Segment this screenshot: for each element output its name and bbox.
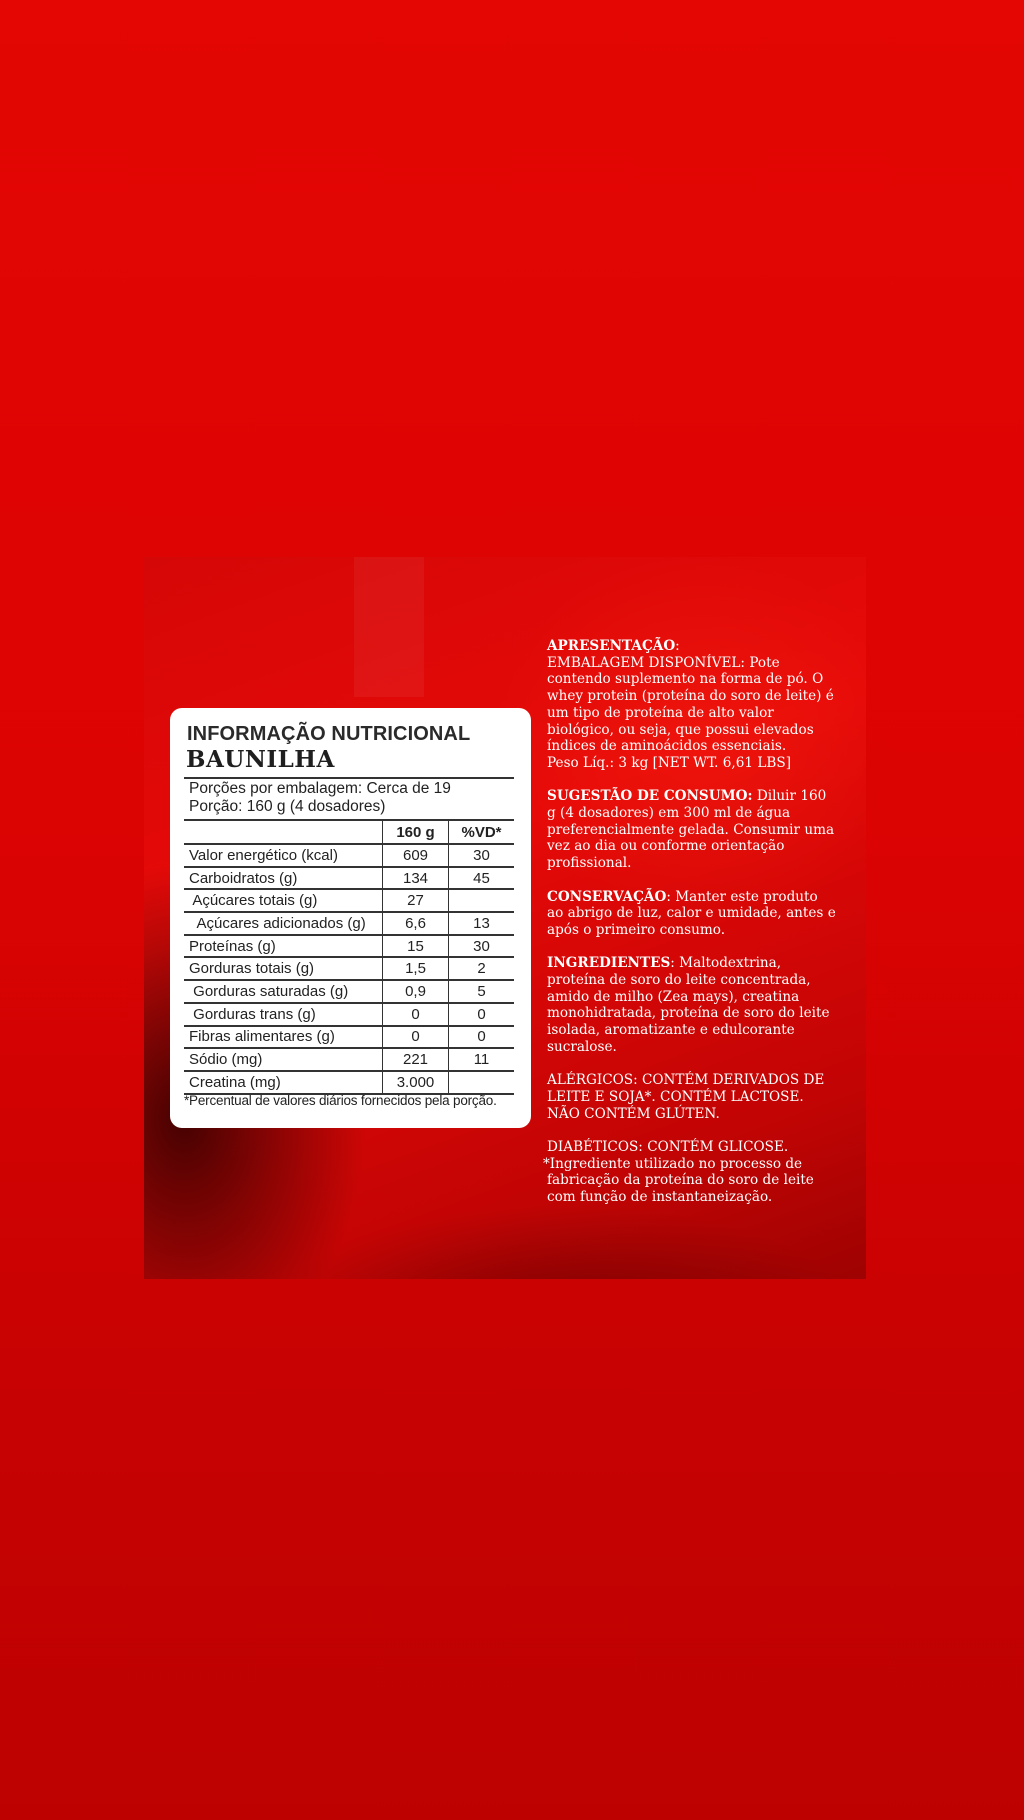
nutrition-title: INFORMAÇÃO NUTRICIONAL [187,723,471,745]
footnote: *Percentual de valores diários fornecidos pela porção. [184,1093,497,1108]
product-description [543,638,837,1206]
allergens-block [547,1072,837,1122]
ingredients-heading: INGREDIENTES [547,955,671,972]
nutrition-table [184,821,514,1095]
table-row [184,912,514,935]
nutrient-label: Carboidratos (g) [184,867,383,890]
usage-text: Diluir 160 g (4 dosadores) em 300 ml de água preferencialmente gelada. Consumir uma vez ao dia ou conforme orientação profissional. [547,788,835,872]
storage-block [547,889,837,939]
nutrient-amount: 0,9 [383,980,449,1003]
package-text: Pote contendo suplemento na forma de pó. O whey protein (proteína do soro de leite) é um tipo de proteína de alto valor biológico, ou seja, que possui elevados índices de aminoácidos essenciais. [547,654,834,755]
nutrient-amount: 609 [383,844,449,867]
nutrient-label: Sódio (mg) [184,1048,383,1071]
table-row [184,1071,514,1094]
nutrient-label: Gorduras totais (g) [184,957,383,980]
flavor-title: BAUNILHA [186,746,335,773]
net-weight: Peso Líq.: 3 kg [NET WT. 6,61 LBS] [547,754,792,771]
nutrient-dv: 11 [449,1048,515,1071]
nutrient-label: Gorduras trans (g) [184,1003,383,1026]
allergens-text: ALÉRGICOS: CONTÉM DERIVADOS DE LEITE E SOJA*. CONTÉM LACTOSE. NÃO CONTÉM GLÚTEN. [547,1072,825,1122]
table-row [184,935,514,958]
presentation-heading: APRESENTAÇÃO [547,638,676,654]
table-header-row [184,821,514,844]
divider [184,777,514,779]
header-amount: 160 g [383,821,449,844]
nutrient-dv: 13 [449,912,515,935]
nutrient-amount: 27 [383,889,449,912]
nutrient-dv: 0 [449,1003,515,1026]
nutrient-dv: 2 [449,957,515,980]
nutrient-dv [449,889,515,912]
ingredient-note: *Ingrediente utilizado no processo de fabricação da proteína do soro de leite com função de instantaneização. [543,1155,814,1206]
nutrient-amount: 3.000 [383,1071,449,1094]
nutrient-amount: 0 [383,1003,449,1026]
nutrient-amount: 134 [383,867,449,890]
diabetics-block [543,1139,837,1206]
nutrient-dv: 0 [449,1026,515,1049]
table-row [184,867,514,890]
nutrient-amount: 0 [383,1026,449,1049]
nutrition-facts-card [170,708,531,1128]
nutrient-dv: 5 [449,980,515,1003]
package-label: EMBALAGEM DISPONÍVEL: [547,654,745,671]
storage-text: : Manter este produto ao abrigo de luz, calor e umidade, antes e após o primeiro consumo. [547,888,836,938]
table-row [184,980,514,1003]
ingredients-block [547,955,837,1055]
nutrient-label: Proteínas (g) [184,935,383,958]
nutrient-amount: 6,6 [383,912,449,935]
nutrient-label: Gorduras saturadas (g) [184,980,383,1003]
presentation-block [547,638,837,772]
presentation-colon: : [675,638,680,654]
nutrient-label: Fibras alimentares (g) [184,1026,383,1049]
usage-heading: SUGESTÃO DE CONSUMO: [547,788,753,805]
diabetics-text: DIABÉTICOS: CONTÉM GLICOSE. [547,1139,789,1156]
nutrient-amount: 15 [383,935,449,958]
nutrient-label: Açúcares adicionados (g) [184,912,383,935]
nutrient-dv: 30 [449,844,515,867]
serving-size: Porção: 160 g (4 dosadores) [189,798,386,815]
background-highlight [354,557,424,697]
ingredients-text: : Maltodextrina, proteína de soro do leite concentrada, amido de milho (Zea mays), creatina monohidratada, proteína de soro do leite isolada, aromatizante e edulcorante sucralose. [547,955,830,1055]
servings-per-package: Porções por embalagem: Cerca de 19 [189,780,451,797]
nutrient-label: Creatina (mg) [184,1071,383,1094]
table-row [184,957,514,980]
nutrient-dv: 30 [449,935,515,958]
table-row [184,844,514,867]
nutrient-label: Açúcares totais (g) [184,889,383,912]
usage-block [547,788,837,872]
header-empty [184,821,383,844]
nutrient-dv [449,1071,515,1094]
table-row [184,889,514,912]
nutrient-dv: 45 [449,867,515,890]
table-row [184,1048,514,1071]
storage-heading: CONSERVAÇÃO [547,888,667,905]
nutrient-amount: 1,5 [383,957,449,980]
table-row [184,1003,514,1026]
nutrient-amount: 221 [383,1048,449,1071]
product-info-panel [144,557,866,1279]
header-dv: %VD* [449,821,515,844]
nutrient-label: Valor energético (kcal) [184,844,383,867]
table-row [184,1026,514,1049]
